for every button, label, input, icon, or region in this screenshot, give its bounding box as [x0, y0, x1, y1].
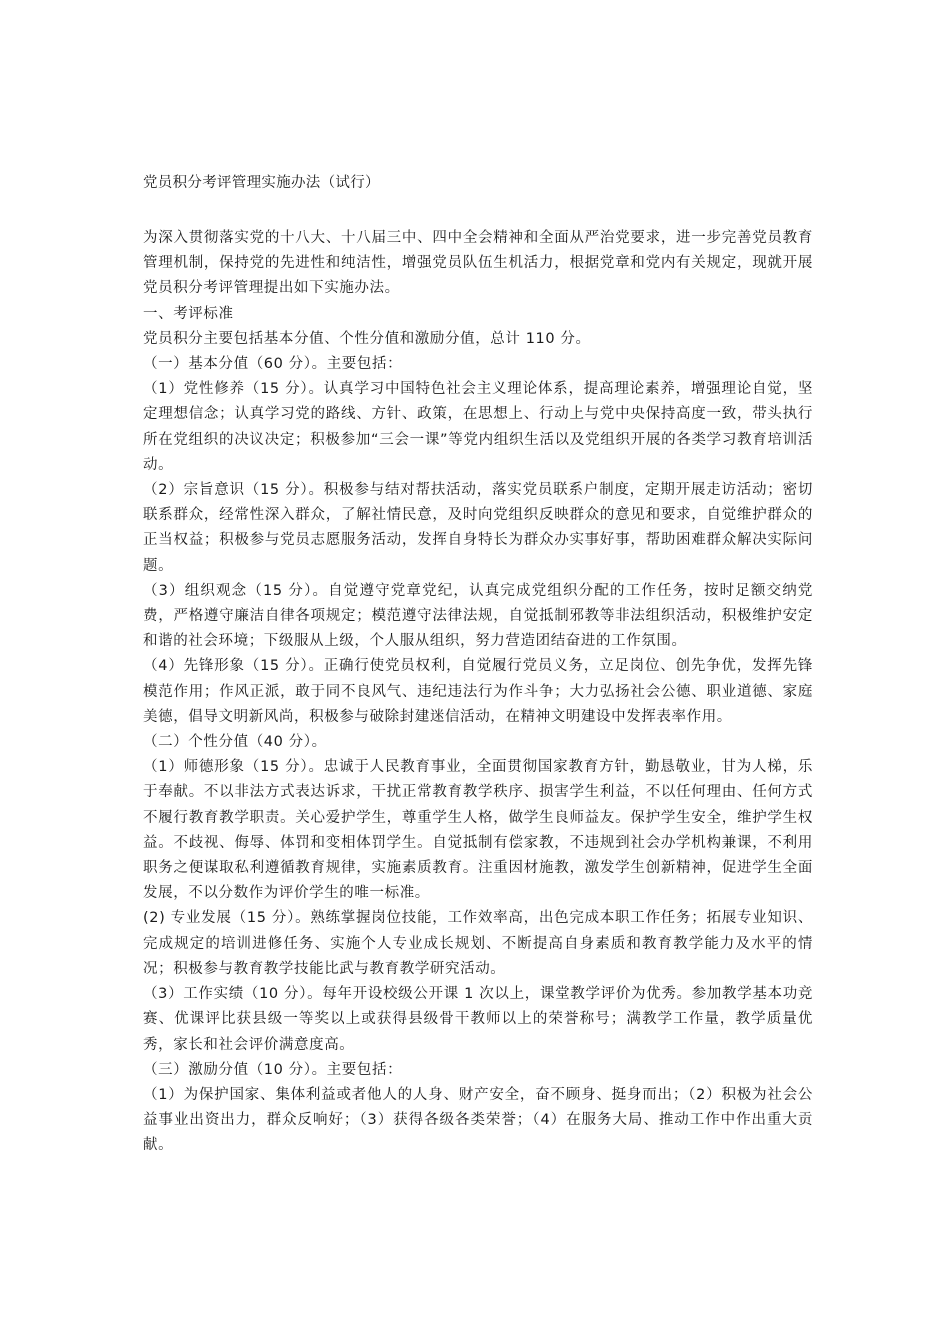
document-body [143, 171, 813, 1159]
paragraph: （2）宗旨意识（15 分）。积极参与结对帮扶活动，落实党员联系户制度，定期开展走访活动；密切联系群众，经常性深入群众，了解社情民意，及时向党组织反映群众的意见和要求，自觉维护群众的正当权益；积极参与党员志愿服务活动，发挥自身特长为群众办实事好事，帮助困难群众解决实际问题。 [143, 482, 813, 574]
paragraph: （1）为保护国家、集体利益或者他人的人身、财产安全，奋不顾身、挺身而出；（2）积极为社会公益事业出资出力，群众反响好；（3）获得各级各类荣誉；（4）在服务大局、推动工作中作出重大贡献。 [143, 1086, 813, 1154]
paragraph: (2) 专业发展（15 分）。熟练掌握岗位技能，工作效率高，出色完成本职工作任务；拓展专业知识、完成规定的培训进修任务、实施个人专业成长规划、不断提高自身素质和教育教学能力及水平的情况；积极参与教育教学技能比武与教育教学研究活动。 [143, 910, 813, 977]
document-title: 党员积分考评管理实施办法（试行） [143, 175, 380, 191]
paragraph: （3）工作实绩（10 分）。每年开设校级公开课 1 次以上，课堂教学评价为优秀。参加教学基本功竞赛、优课评比获县级一等奖以上或获得县级骨干教师以上的荣誉称号；满教学工作量，教学质量优秀，家长和社会评价满意度高。 [143, 986, 813, 1053]
paragraph: （3）组织观念（15 分）。自觉遵守党章党纪，认真完成党组织分配的工作任务，按时足额交纳党费，严格遵守廉洁自律各项规定；模范遵守法律法规，自觉抵制邪教等非法组织活动，积极维护安定和谐的社会环境；下级服从上级，个人服从组织，努力营造团结奋进的工作氛围。 [143, 582, 813, 650]
subsection-heading: （一）基本分值（60 分）。主要包括： [143, 356, 403, 373]
paragraph: 党员积分主要包括基本分值、个性分值和激励分值，总计 110 分。 [143, 330, 591, 347]
paragraph: （1）党性修养（15 分）。认真学习中国特色社会主义理论体系，提高理论素养，增强理论自觉，坚定理想信念；认真学习党的路线、方针、政策，在思想上、行动上与党中央保持高度一致，带头执行所在党组织的决议决定；积极参加“三会一课”等党内组织生活以及党组织开展的各类学习教育培训活动。 [143, 381, 813, 473]
subsection-heading: （二）个性分值（40 分）。 [143, 734, 327, 751]
intro-paragraph: 为深入贯彻落实党的十八大、十八届三中、四中全会精神和全面从严治党要求，进一步完善党员教育管理机制，保持党的先进性和纯洁性，增强党员队伍生机活力，根据党章和党内有关规定，现就开展党员积分考评管理提出如下实施办法。 [143, 230, 813, 297]
paragraph: （4）先锋形象（15 分）。正确行使党员权利，自觉履行党员义务，立足岗位、创先争优，发挥先锋模范作用；作风正派，敢于同不良风气、违纪违法行为作斗争；大力弘扬社会公德、职业道德、家庭美德，倡导文明新风尚，积极参与破除封建迷信活动，在精神文明建设中发挥表率作用。 [143, 658, 813, 725]
subsection-heading: （三）激励分值（10 分）。主要包括： [143, 1061, 403, 1078]
section-heading: 一、考评标准 [143, 305, 234, 322]
paragraph: （1）师德形象（15 分）。忠诚于人民教育事业，全面贯彻国家教育方针，勤恳敬业，甘为人梯，乐于奉献。不以非法方式表达诉求，干扰正常教育教学秩序、损害学生利益，不以任何理由、任何方式不履行教育教学职责。关心爱护学生，尊重学生人格，做学生良师益友。保护学生安全，维护学生权益。不歧视、侮辱、体罚和变相体罚学生。自觉抵制有偿家教，不违规到社会办学机构兼课，不利用职务之便谋取私利遵循教育规律，实施素质教育。注重因材施教，激发学生创新精神，促进学生全面发展，不以分数作为评价学生的唯一标准。 [143, 759, 813, 902]
